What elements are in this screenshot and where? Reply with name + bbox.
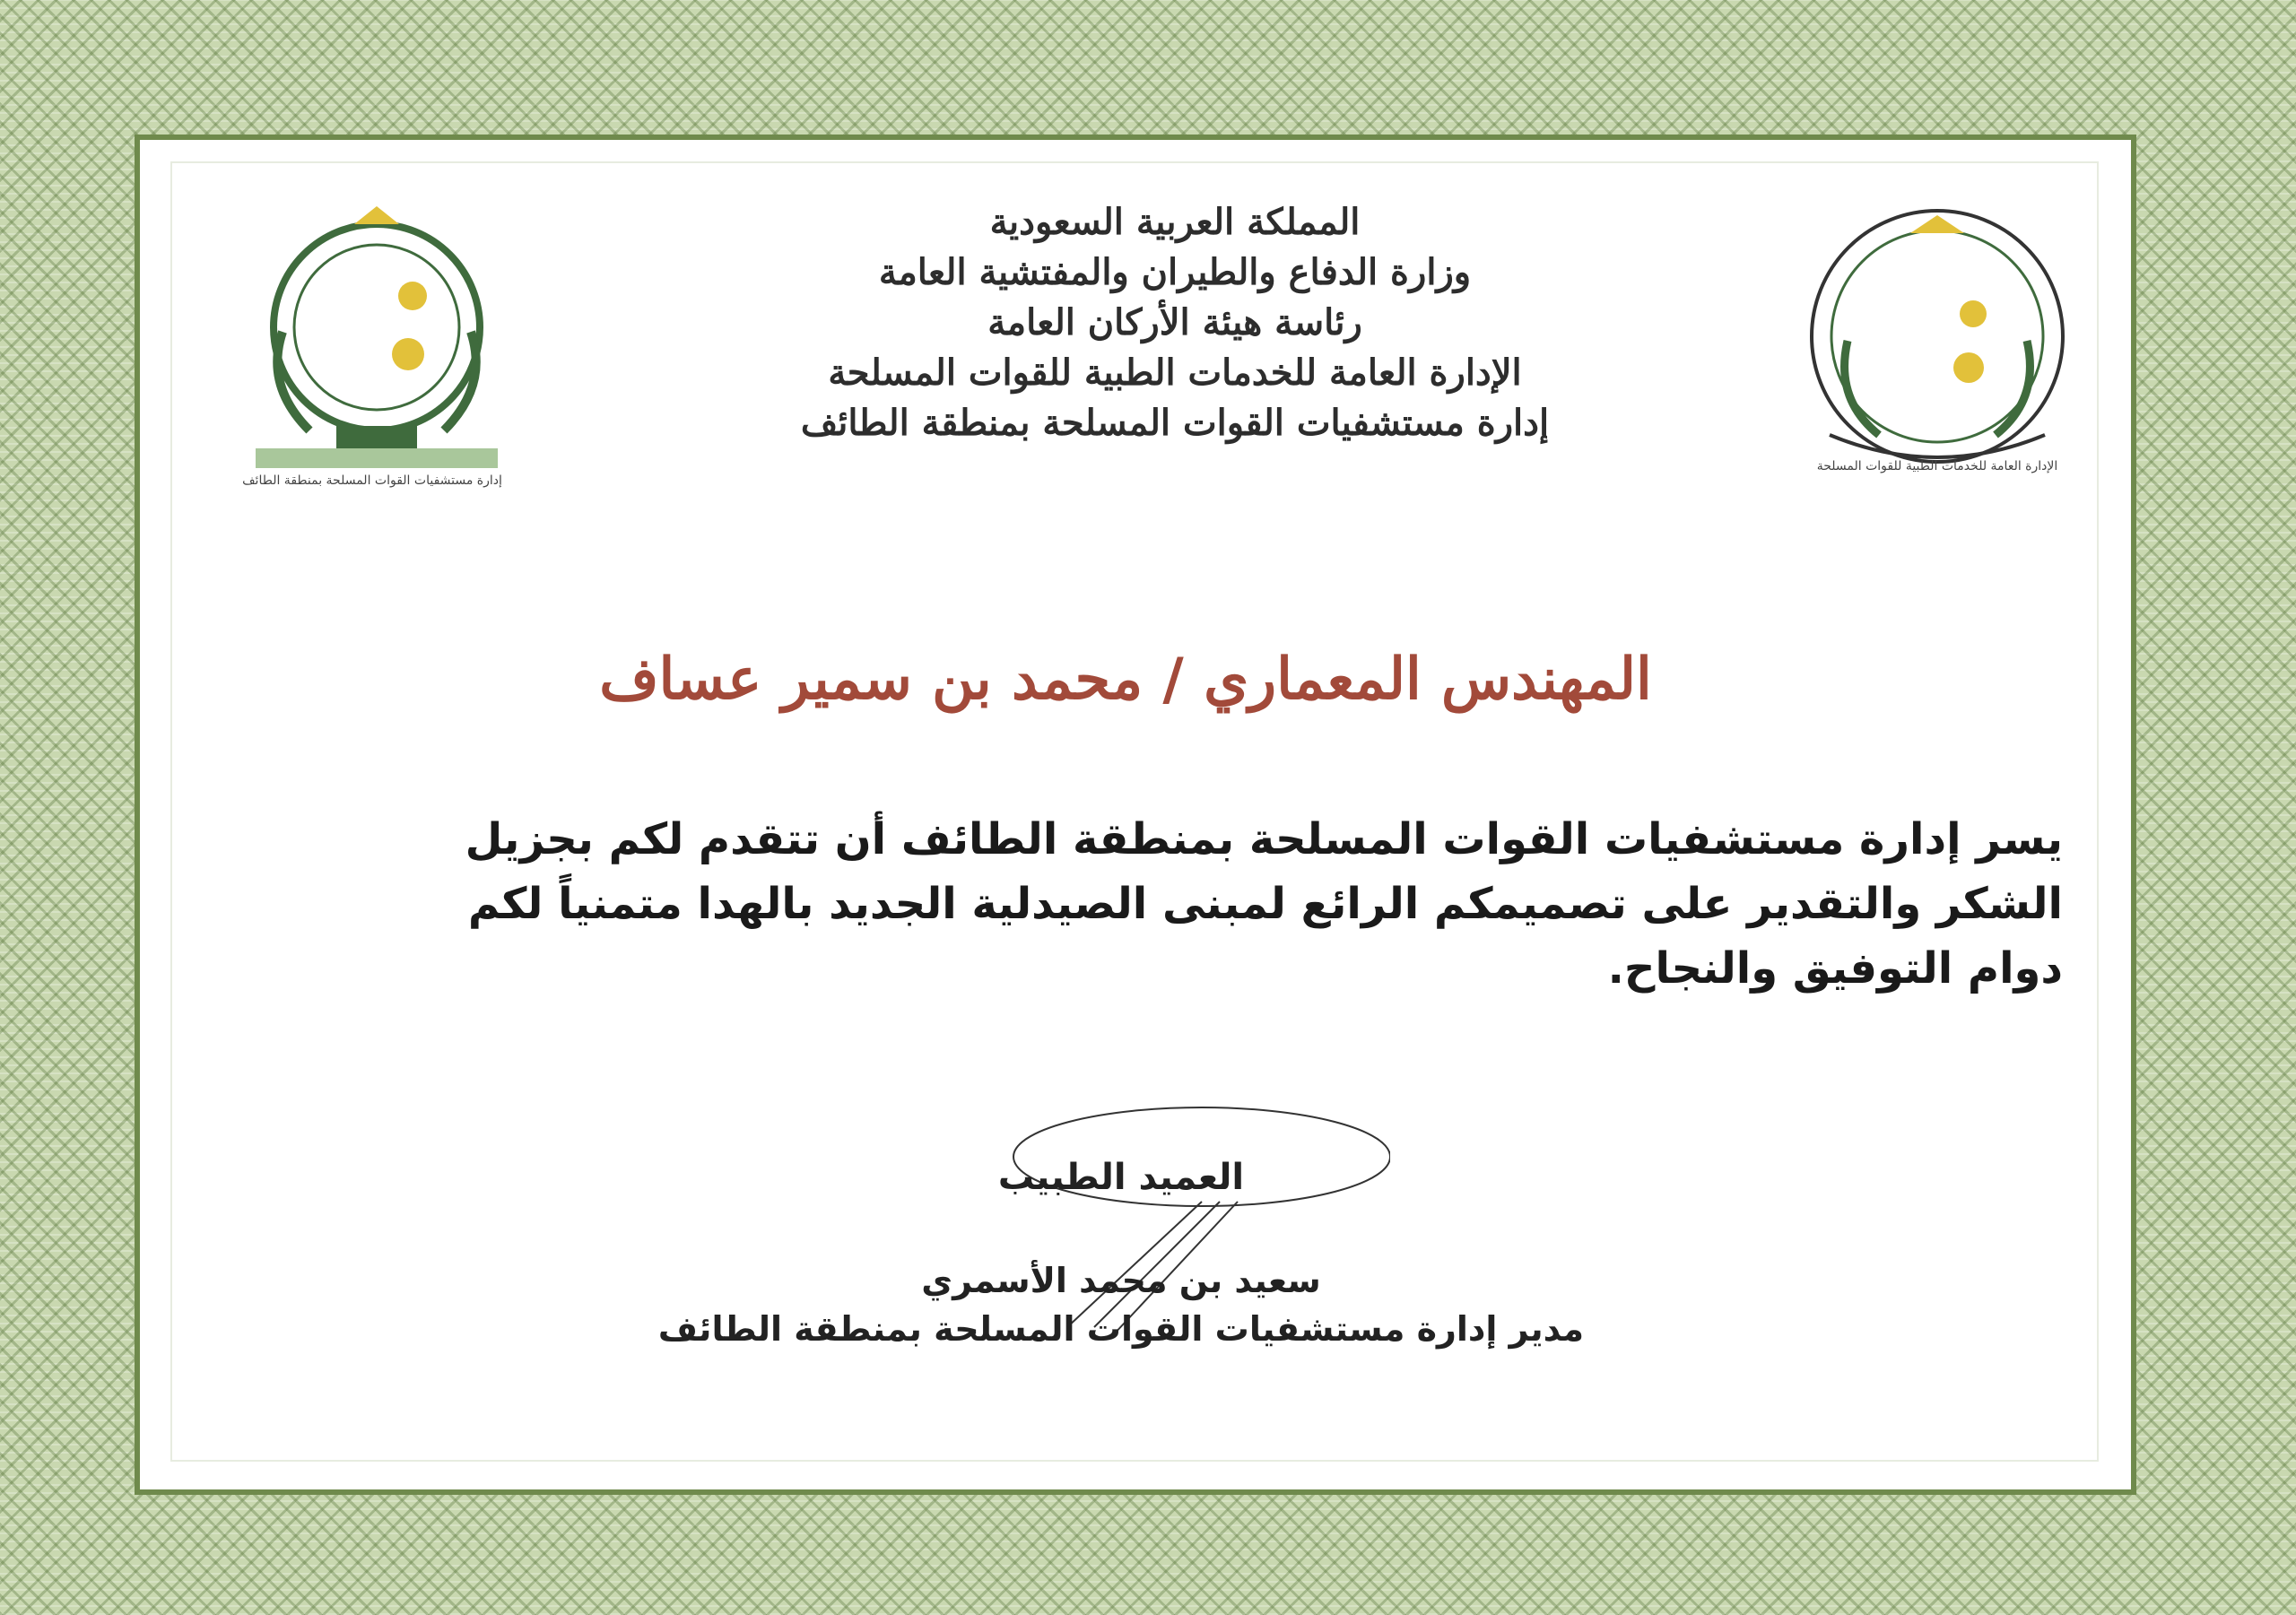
certificate-body: [215, 807, 2063, 1001]
header-line-3: رئاسة هيئة الأركان العامة: [987, 301, 1362, 343]
signatory-title: العميد الطبيب: [997, 1157, 1245, 1198]
body-line-2: الشكر والتقدير على تصميمكم الرائع لمبنى الصيدلية الجديد بالهدا متمنياً لكم: [467, 879, 2063, 929]
header-line-1: المملكة العربية السعودية: [989, 201, 1361, 243]
letterhead: [735, 197, 1614, 448]
signatory-role: مدير إدارة مستشفيات القوات المسلحة بمنطقة الطائف: [657, 1309, 1585, 1349]
recipient-name: المهندس المعماري / محمد بن سمير عساف: [599, 646, 1652, 713]
header-line-5: إدارة مستشفيات القوات المسلحة بمنطقة الطائف: [800, 402, 1550, 444]
header-line-4: الإدارة العامة للخدمات الطبية للقوات المسلحة: [828, 352, 1522, 394]
signatory-name: سعيد بن محمد الأسمري: [921, 1261, 1321, 1300]
signature-block: [520, 1157, 1722, 1349]
left-emblem-caption: إدارة مستشفيات القوات المسلحة بمنطقة الطائف: [242, 473, 502, 488]
medical-services-emblem-right: [1794, 193, 2081, 489]
body-line-1: يسر إدارة مستشفيات القوات المسلحة بمنطقة الطائف أن تتقدم لكم بجزيل: [465, 814, 2063, 864]
body-line-3: دوام التوفيق والنجاح.: [1607, 943, 2063, 994]
header-line-2: وزارة الدفاع والطيران والمفتشية العامة: [878, 251, 1472, 293]
right-emblem-caption: الإدارة العامة للخدمات الطبية للقوات المسلحة: [1816, 459, 2058, 473]
medical-services-emblem-left: [229, 179, 525, 502]
